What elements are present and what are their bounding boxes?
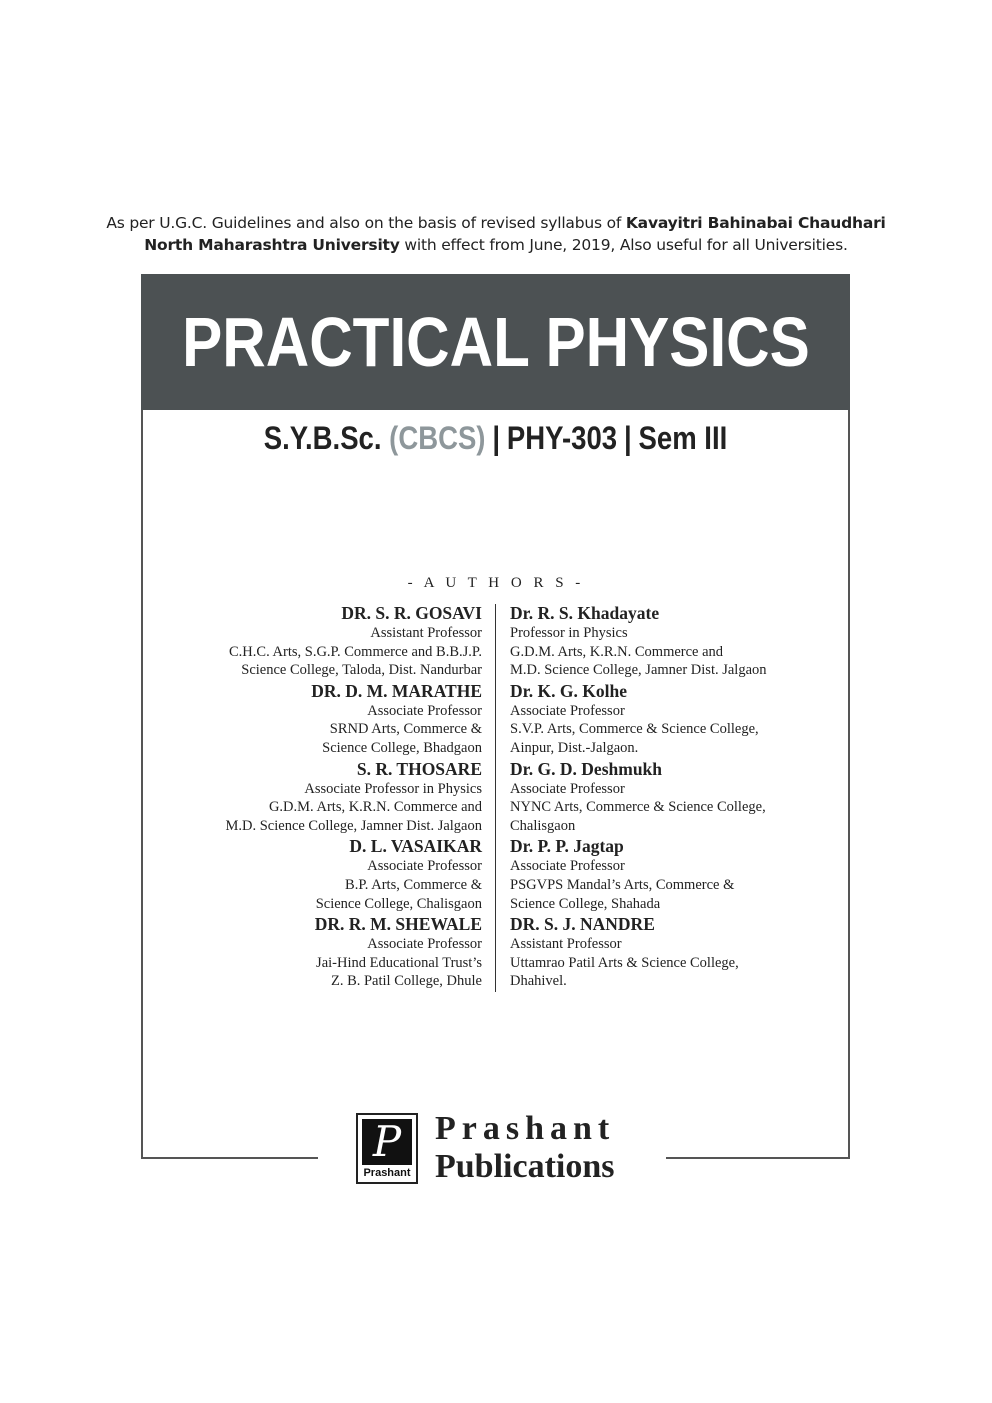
author-entry [225, 758, 482, 836]
logo-letter: P [372, 1117, 402, 1166]
university-name-part1: Kavayitri Bahinabai Chaudhari [625, 214, 886, 232]
course-code: PHY-303 [506, 420, 618, 456]
guidelines-line-2 [0, 234, 992, 256]
author-affiliation: B.P. Arts, Commerce & [345, 876, 482, 893]
author-affiliation: M.D. Science College, Jamner Dist. Jalgaon [225, 817, 482, 834]
author-designation: Associate Professor [510, 780, 625, 797]
author-affiliation: S.V.P. Arts, Commerce & Science College, [510, 721, 759, 738]
title-band [141, 274, 850, 410]
author-affiliation: Z. B. Patil College, Dhule [330, 973, 482, 990]
authors-left-column [225, 602, 482, 991]
author-entry [510, 602, 767, 680]
author-affiliation: G.D.M. Arts, K.R.N. Commerce and [510, 643, 724, 660]
author-name: DR. D. M. MARATHE [311, 680, 482, 701]
author-affiliation: NYNC Arts, Commerce & Science College, [510, 799, 766, 816]
author-designation: Associate Professor [510, 702, 625, 719]
scheme-label: (CBCS) [389, 420, 486, 456]
author-entry [510, 680, 767, 758]
author-entry [225, 835, 482, 913]
author-affiliation: Uttamrao Patil Arts & Science College, [510, 954, 739, 971]
author-name: D. L. VASAIKAR [349, 836, 482, 857]
course-subtitle [143, 420, 848, 457]
author-affiliation: Chalisgaon [510, 817, 576, 834]
frame-border-bottom-left [141, 1157, 318, 1159]
logo-wordmark: Prashant [363, 1167, 411, 1179]
author-entry [225, 680, 482, 758]
author-affiliation: G.D.M. Arts, K.R.N. Commerce and [268, 799, 482, 816]
author-affiliation: C.H.C. Arts, S.G.P. Commerce and B.B.J.P. [229, 643, 482, 660]
logo-mark [362, 1119, 412, 1165]
semester-label: Sem III [638, 420, 728, 456]
author-designation: Associate Professor [367, 702, 482, 719]
author-designation: Associate Professor [367, 858, 482, 875]
author-name: S. R. THOSARE [356, 758, 482, 779]
author-name: DR. S. R. GOSAVI [341, 603, 482, 623]
author-affiliation: Jai-Hind Educational Trust’s [316, 954, 482, 971]
publisher-name [435, 1110, 615, 1186]
author-entry [225, 913, 482, 991]
author-entry [225, 602, 482, 680]
publisher-logo-icon [356, 1113, 418, 1184]
author-affiliation: Science College, Chalisgaon [315, 895, 482, 912]
guidelines-text: with effect from June, 2019, Also useful for all Universities. [399, 236, 848, 254]
book-title: PRACTICAL PHYSICS [181, 303, 810, 381]
author-entry [510, 835, 767, 913]
author-affiliation: Science College, Bhadgaon [322, 739, 482, 756]
author-affiliation: Dhahivel. [510, 973, 567, 990]
author-name: Dr. P. P. Jagtap [510, 836, 624, 857]
guidelines-line-1 [0, 212, 992, 234]
university-name-part2: North Maharashtra University [144, 236, 400, 254]
author-affiliation: Science College, Shahada [510, 895, 661, 912]
author-designation: Assistant Professor [370, 625, 482, 641]
author-affiliation: PSGVPS Mandal’s Arts, Commerce & [510, 876, 735, 893]
author-designation: Associate Professor in Physics [304, 780, 482, 797]
author-name: Dr. R. S. Khadayate [510, 603, 660, 623]
class-label: S.Y.B.Sc. [263, 420, 382, 456]
author-entry [510, 758, 767, 836]
author-name: DR. R. M. SHEWALE [314, 914, 482, 935]
author-affiliation: M.D. Science College, Jamner Dist. Jalgaon [510, 662, 767, 679]
author-affiliation: Science College, Taloda, Dist. Nandurbar [241, 662, 482, 679]
authors-right-column [510, 602, 767, 991]
publisher-name-line2: Publications [435, 1148, 615, 1185]
author-name: DR. S. J. NANDRE [510, 914, 655, 935]
guidelines-text: As per U.G.C. Guidelines and also on the basis of revised syllabus of [106, 214, 626, 232]
separator: | [492, 420, 501, 456]
author-affiliation: SRND Arts, Commerce & [329, 721, 482, 738]
publisher-name-line1: Prashant [435, 1110, 616, 1147]
author-designation: Professor in Physics [510, 625, 628, 641]
frame-border-bottom-right [666, 1157, 850, 1159]
separator: | [623, 420, 632, 456]
author-designation: Associate Professor [510, 858, 625, 875]
author-entry [510, 913, 767, 991]
author-name: Dr. G. D. Deshmukh [510, 758, 663, 779]
author-designation: Assistant Professor [510, 936, 622, 953]
authors-heading: - A U T H O R S - [407, 575, 585, 591]
author-affiliation: Ainpur, Dist.-Jalgaon. [510, 739, 639, 756]
authors-divider [495, 604, 496, 992]
author-designation: Associate Professor [367, 936, 482, 953]
author-name: Dr. K. G. Kolhe [510, 680, 627, 701]
guidelines-note [0, 212, 992, 256]
